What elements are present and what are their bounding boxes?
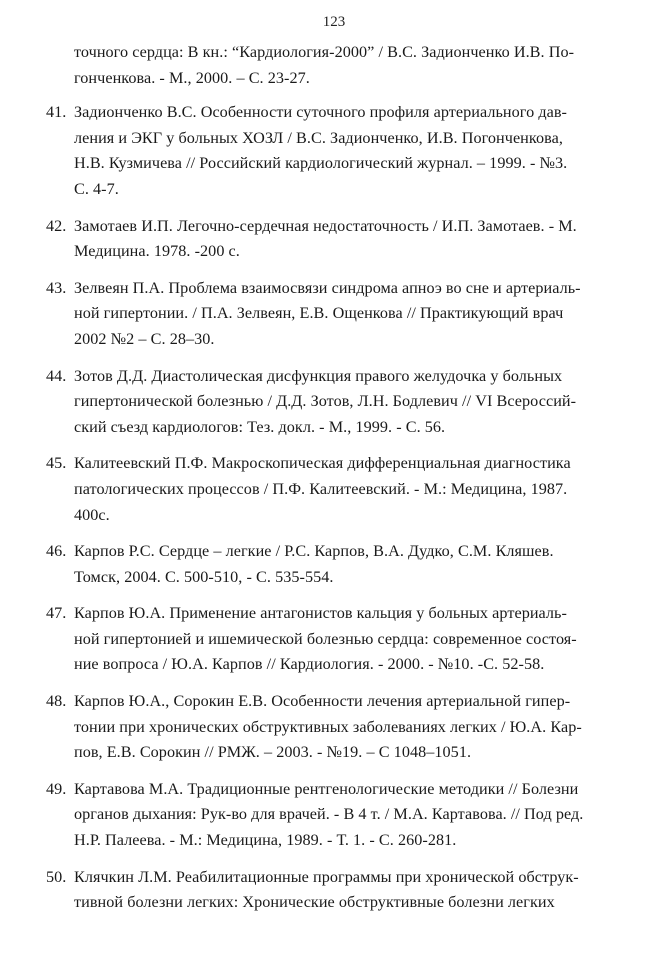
reference-line: Н.В. Кузмичева // Российский кардиологический журнал. – 1999. - №3. bbox=[74, 154, 568, 173]
reference-line: Н.Р. Палеева. - М.: Медицина, 1989. - Т. 1. - С. 260-281. bbox=[74, 831, 457, 850]
reference-number: 42. bbox=[46, 216, 67, 235]
reference-number: 44. bbox=[46, 366, 67, 385]
reference-number: 43. bbox=[46, 278, 67, 297]
reference-number: 49. bbox=[46, 779, 67, 798]
reference-line: Калитеевский П.Ф. Макроскопическая дифференциальная диагностика bbox=[74, 454, 571, 473]
reference-entry-46 bbox=[46, 539, 610, 590]
reference-line: Карпов Ю.А. Применение антагонистов кальция у больных артериаль- bbox=[74, 604, 567, 623]
reference-line: Томск, 2004. С. 500-510, - С. 535-554. bbox=[74, 567, 334, 586]
reference-entry-48 bbox=[46, 689, 610, 766]
reference-line: Клячкин Л.М. Реабилитационные программы при хронической обструк- bbox=[74, 867, 579, 886]
reference-line: ной гипертонией и ишемической болезнью сердца: современное состоя- bbox=[74, 629, 577, 648]
reference-number: 47. bbox=[46, 604, 67, 623]
reference-entry-47 bbox=[46, 601, 610, 678]
reference-line: Зелвеян П.А. Проблема взаимосвязи синдрома апноэ во сне и артериаль- bbox=[74, 278, 581, 297]
reference-line: Замотаев И.П. Легочно-сердечная недостаточность / И.П. Замотаев. - М. bbox=[74, 216, 577, 235]
reference-line: тонии при хронических обструктивных заболеваниях легких / Ю.А. Кар- bbox=[74, 717, 582, 736]
reference-entry-45 bbox=[46, 451, 610, 528]
reference-line: точного сердца: В кн.: “Кардиология-2000” / В.С. Задионченко И.В. По- bbox=[74, 43, 575, 61]
reference-line: органов дыхания: Рук-во для врачей. - В 4 т. / М.А. Картавова. // Под ред. bbox=[74, 805, 584, 824]
reference-line: 400с. bbox=[74, 505, 110, 524]
reference-entry-43 bbox=[46, 276, 610, 353]
reference-line: Медицина. 1978. -200 с. bbox=[74, 242, 240, 261]
reference-line: патологических процессов / П.Ф. Калитеевский. - М.: Медицина, 1987. bbox=[74, 479, 568, 498]
reference-line: гонченкова. - М., 2000. – С. 23-27. bbox=[74, 68, 310, 87]
reference-line: ский съезд кардиологов: Тез. докл. - М., 1999. - С. 56. bbox=[74, 417, 446, 436]
reference-entry-continued bbox=[50, 40, 610, 91]
reference-line: Задионченко В.С. Особенности суточного профиля артериального дав- bbox=[74, 103, 567, 122]
reference-entry-49 bbox=[46, 777, 610, 854]
reference-line: ления и ЭКГ у больных ХОЗЛ / В.С. Задионченко, И.В. Погонченкова, bbox=[74, 128, 563, 147]
reference-line: Картавова М.А. Традиционные рентгенологические методики // Болезни bbox=[74, 779, 579, 798]
reference-number: 46. bbox=[46, 542, 67, 561]
reference-list bbox=[46, 40, 610, 927]
reference-entry-42 bbox=[46, 214, 610, 265]
reference-line: ной гипертонии. / П.А. Зелвеян, Е.В. Ощенкова // Практикующий врач bbox=[74, 304, 564, 323]
reference-number: 45. bbox=[46, 454, 67, 473]
reference-number: 41. bbox=[46, 103, 67, 122]
reference-entry-50 bbox=[46, 865, 610, 916]
reference-number: 50. bbox=[46, 867, 67, 886]
reference-line: пов, Е.В. Сорокин // РМЖ. – 2003. - №19. – С 1048–1051. bbox=[74, 743, 472, 762]
reference-line: Карпов Ю.А., Сорокин Е.В. Особенности лечения артериальной гипер- bbox=[74, 692, 571, 711]
reference-line: Карпов Р.С. Сердце – легкие / Р.С. Карпов, В.А. Дудко, С.М. Кляшев. bbox=[74, 542, 554, 561]
page-number: 123 bbox=[322, 14, 346, 30]
reference-line: ние вопроса / Ю.А. Карпов // Кардиология. - 2000. - №10. -С. 52-58. bbox=[74, 655, 545, 674]
reference-line: тивной болезни легких: Хронические обструктивные болезни легких bbox=[74, 893, 555, 912]
reference-line: Зотов Д.Д. Диастолическая дисфункция правого желудочка у больных bbox=[74, 366, 563, 385]
reference-entry-41 bbox=[46, 100, 610, 202]
reference-line: гипертонической болезнью / Д.Д. Зотов, Л.Н. Бодлевич // VI Всероссий- bbox=[74, 392, 577, 411]
reference-line: 2002 №2 – С. 28–30. bbox=[74, 329, 215, 348]
reference-number: 48. bbox=[46, 692, 67, 711]
reference-entry-44 bbox=[46, 364, 610, 441]
reference-line: С. 4-7. bbox=[74, 179, 119, 198]
